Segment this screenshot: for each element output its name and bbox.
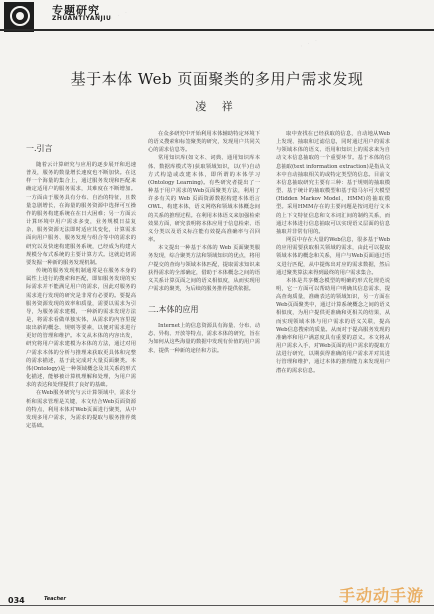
watermark-mark: · · ·	[299, 36, 321, 51]
header-divider	[0, 29, 434, 31]
paragraph: 取中查找在已经获取的信息，自动地从Web上发现、抽取和过滤信息，同时通过用户的需求与领域本体的语义、语用和知识上的需求来为自动文本信息抽取的一个重要环节。基于本体的信息抽取(text information extraction)是指从文本中自动抽取相关的或特定类型的信息。目前文本信息抽取研究主要有三种：基于规则的抽取模型、基于统计的抽取模型和基于隐马尔可夫模型(Hidden Markov Model，HMM)的抽取模型。采用HMM存在的主要问题是按词进行文本的上下文特征信息和文本词汇间的制约关系，而通过本体进行信息抽取可以实现语义层面的信息抽取并非常有用的。	[276, 131, 390, 235]
article-title: 基于本体 Web 页面聚类的多用户需求发现	[70, 70, 364, 88]
site-watermark: 手动动手游	[338, 586, 424, 605]
section-heading: 一.引言	[26, 144, 53, 153]
column-2	[148, 130, 260, 355]
paragraph: 在Web服务研究与云计算领域中，需求分析和需求管理是关键，本文结合Web页面资源的特点，利用本体对Web页面进行聚类，从中发现多用户需求，为需求的提取与服务推荐奠定基础。	[26, 390, 136, 429]
paragraph: 传统的服务发现机制通常是在服务本身的属性上进行的搜索和匹配，即如服务发现的实际需求并不能满足用户的需求，因此对服务的需求进行发现的研究是非常有必要的。要提高服务资源发现的效率和质量，需要以需求为引导，为服务需求建模，一种新的需求发现方法是，将需求看做单独实体，从需求的内容里提取出新的概念、规则等要素，以便对需求进行更好的管理和维护。本文从本体的内容出发，研究将用户需求建模为本体的方法，通过对用户需求本体的分析与推理来获取更具体和完整的需求描述，基于此完成对大量页面聚类。本体(Ontology)是一种领域概念及其关系的形式化描述，能够被计算机理解和处理，为用户需求的表达和处理提供了良好的基础。	[26, 268, 136, 389]
article-author: 凌 祥	[195, 100, 239, 113]
section-title: 专题研究	[52, 4, 100, 17]
page-number: 034	[8, 596, 25, 605]
column-1	[26, 130, 136, 430]
paragraph: 在众多研究中开始利用本体辅助特定环境下的语义搜索和标签聚类的研究，发现用户共同关心的需求信息等。	[148, 131, 260, 154]
paragraph: 本体是共享概念模型的明确的形式化规范说明，它一方面可以帮助用户明确其信息需求，提高查询质量，准确表达的领域知识，另一方面在Web页面聚类中，通过计算系统概念之间的语义相似度，为用户提供更准确和更相关的结果，从而实现领域本体与用户需求的语义关联，提高Web信息搜索的质量。从而对于提高服务发现的准确率和用户满意度具有重要的意义。本文将从用户需求入手，对Web页面的用户需求的提取方法进行研究，以期获得准确的用户需求并对其进行管理和维护，通过本体的推理能力来发现用户潜在的需求信息。	[276, 277, 390, 374]
paragraph: 随着云计算研究与应用的逐步展开和迅速普及，服务的数量增长速度也不断加快。在这样一个海量的集合上，通过服务发现和匹配来确定适用户的服务需求，其难度在不断增加。一方面由于服务具有分布、自治的特征，且数量急剧增长，在海量的服务资源中选择可互操作的服务构建系统在在日大困难；另一方面云计算环境中用户需求多变，业务规模日益复杂，服务资源无法即时适应其变化，计算需求面向用户服务、服务发现与组合等中的需求的研究以及快速构建服务系统，已经成为构建大规模分布式系统的主要计算方式。这就迫切需要发掘一种新的服务发现机制。	[26, 162, 136, 266]
paragraph: 常用知识库(如文本、词典、通用知识库本体、数据库模式等)获取领域知识，以(半)自动方式构造或改建本体，即所谓的本体学习(Ontology Learning)。有些研究者提出了一种基于用户需求的Web页面聚类方法，利用了许多有关的 Web 页面资源数据构建本体语言 OWL，构建本体，语义网络和领域本体概念间的关系的推理过程。在利用本体语义来加强检索效果方面，研究表明将本体应用于信息检索、语义分类以及语义标注能有效提高准确率与召回率。	[148, 155, 260, 244]
paragraph: 本文提出一种基于本体的 Web 页面聚类服务发现，综合聚类方法和领域知识的优点，将用户提交的查询与领域本体匹配，提取需求知识来获得需求的全部确定，借助于本体概念之间的语义关系计算页面之间的语义相似度，从而实现用户需求的聚类，为后续的服务推荐提供依据。	[148, 245, 260, 292]
footer-brand: Teacher	[44, 596, 66, 602]
section-heading: 二.本体的应用	[148, 305, 199, 315]
paragraph: Internet上的信息资源具有海量、分布、动态、异构、开放等特点，需求本体的研究，旨在为如何从这些海量的数据中发现有价值的用户需求，提供一种新的途径和方法。	[148, 323, 260, 354]
watermark-mark: · · ·	[109, 8, 131, 23]
journal-logo-icon	[4, 2, 44, 32]
section-subtitle: ZHUANTIYANJIU	[52, 15, 112, 22]
paragraph: 网页中存在大量的Web信息，很多基于Web的应用需要获取相关领域的需求，由此可以提取领域本体的概念和关系，用户与Web页面通过语义进行匹配，从中提炼出对应的需求数据，然后通过聚类算法来得到最终的用户需求集合。	[276, 237, 390, 276]
column-3	[276, 130, 390, 375]
